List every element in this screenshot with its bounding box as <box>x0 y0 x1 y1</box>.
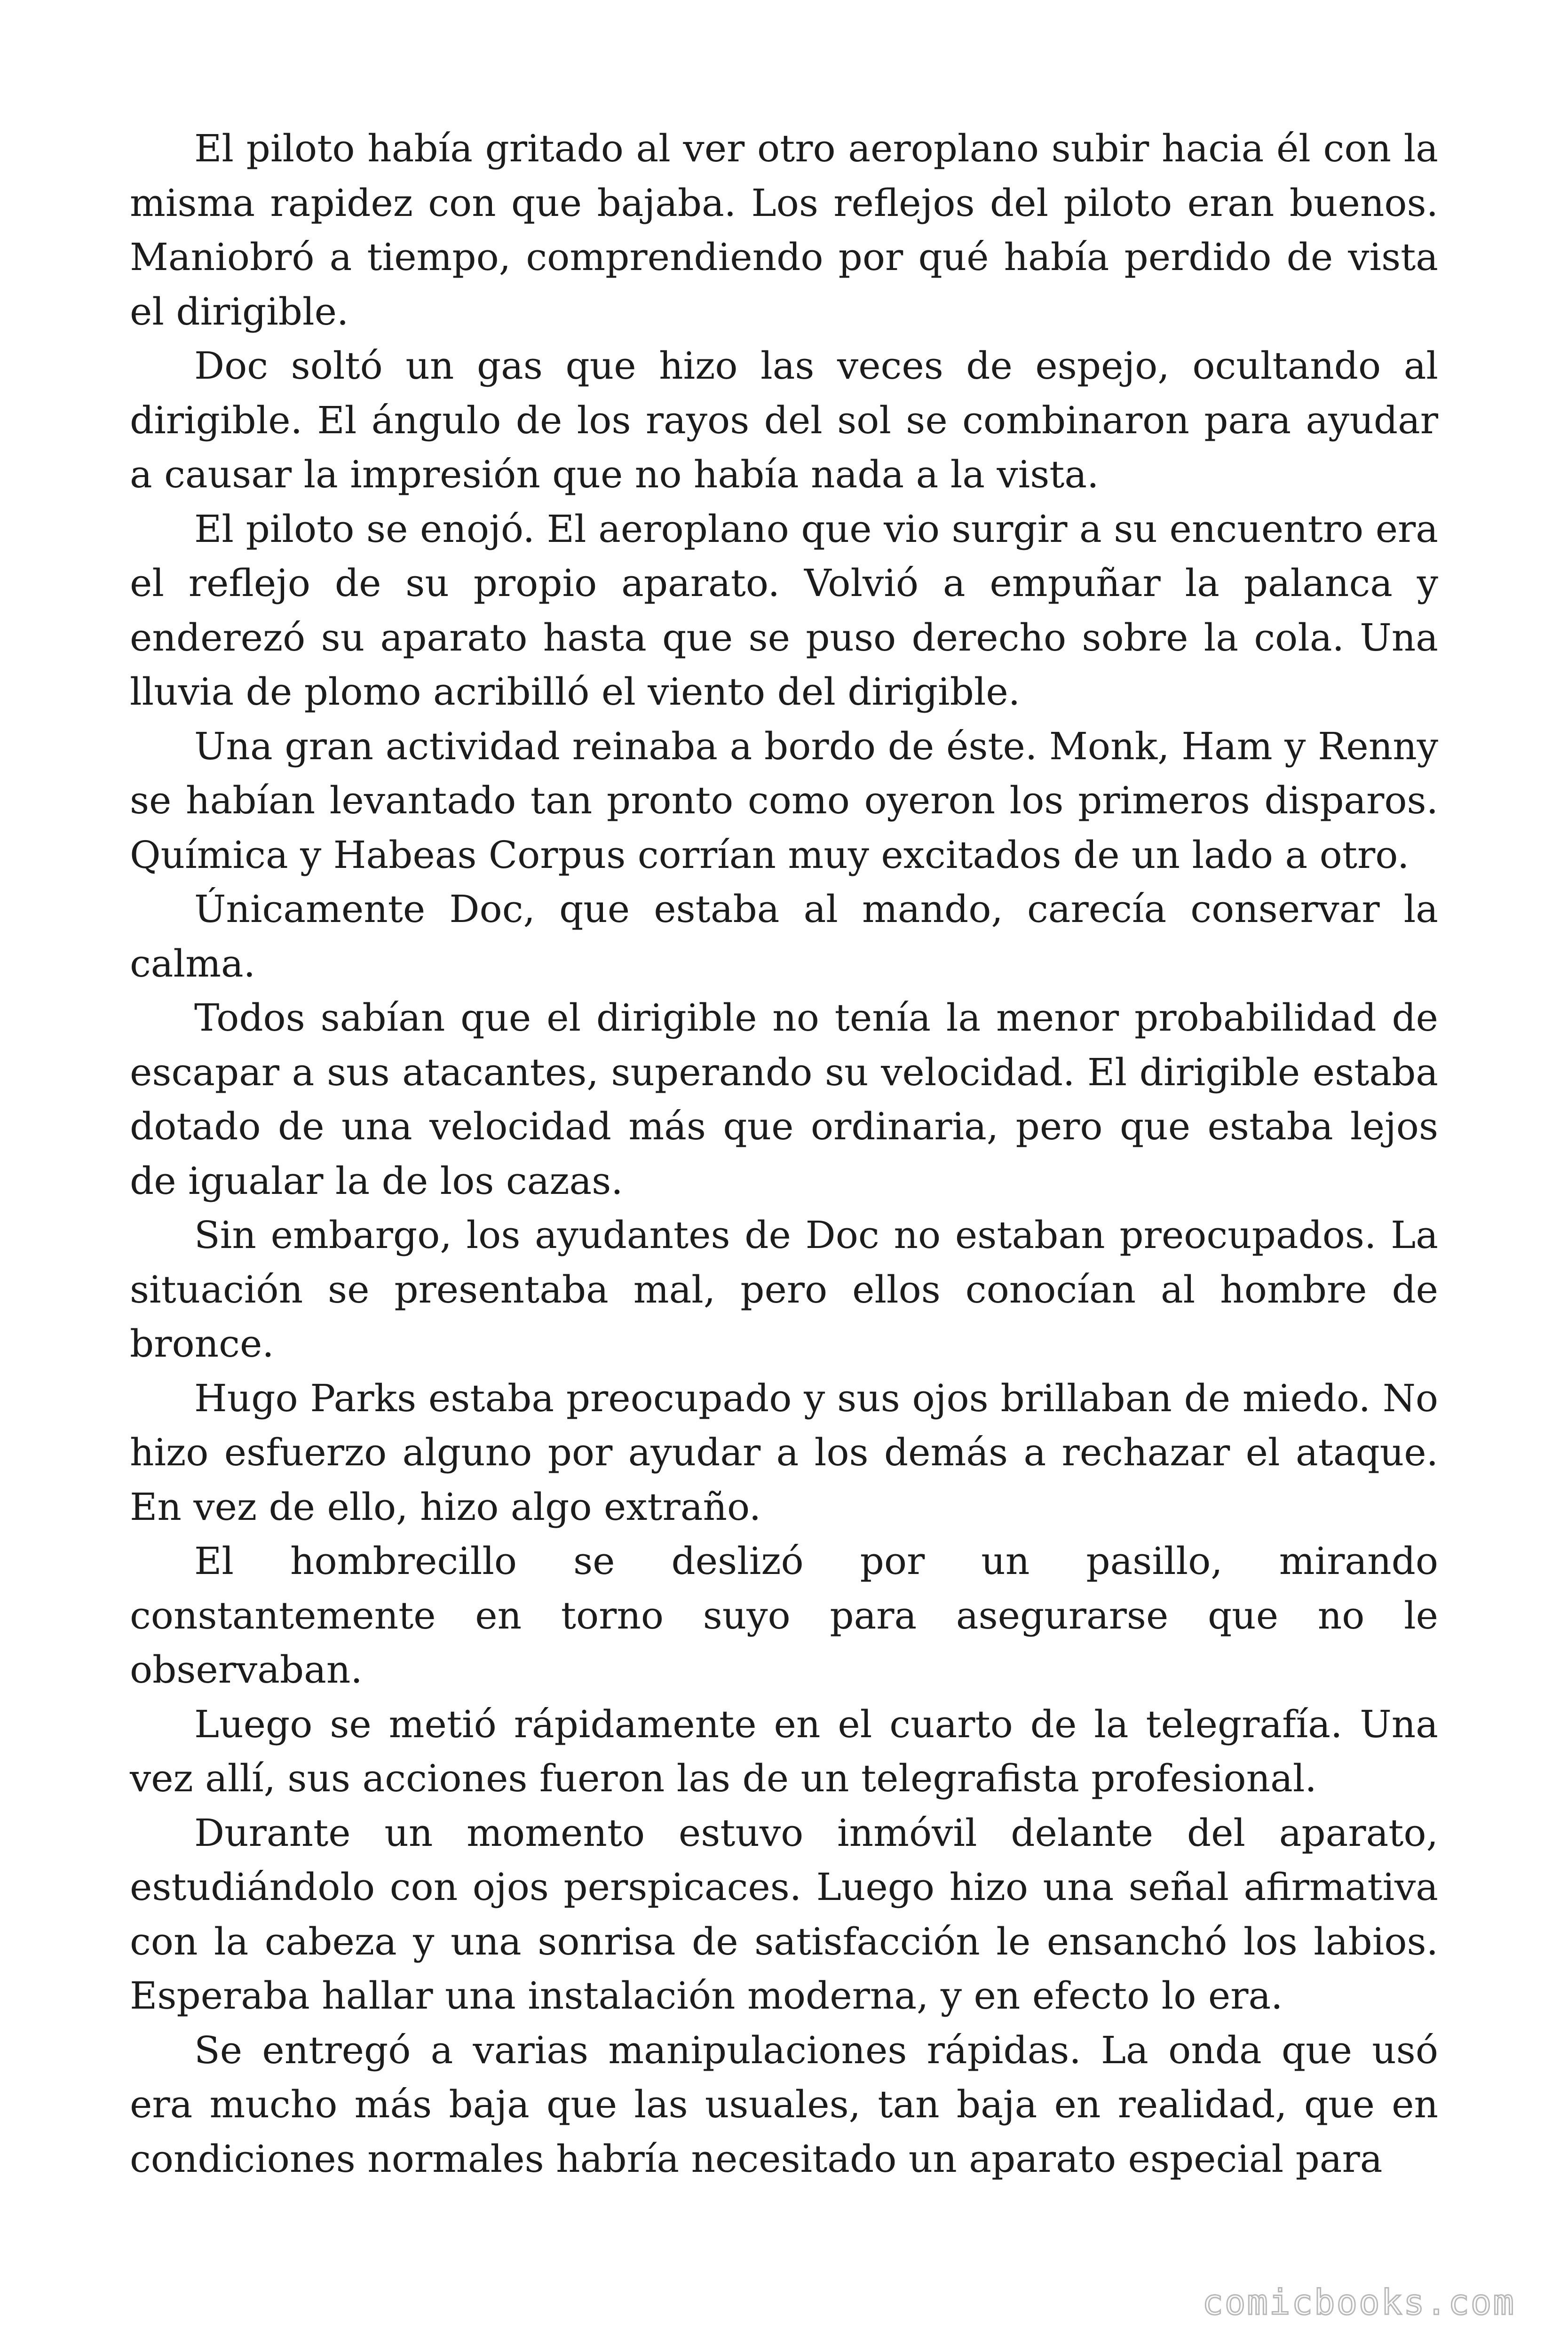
paragraph: Hugo Parks estaba preocupado y sus ojos brillaban de miedo. No hizo esfuerzo alguno por ayudar a los demás a rechazar el ataque. En vez de ello, hizo algo extraño. <box>130 1376 1438 1529</box>
paragraph: Sin embargo, los ayudantes de Doc no estaban preocupados. La situación se presentaba mal, pero ellos conocían al hombre de bronce. <box>130 1213 1438 1366</box>
page-body-text <box>130 121 1438 2186</box>
paragraph: Se entregó a varias manipulaciones rápidas. La onda que usó era mucho más baja que las usuales, tan baja en realidad, que en condiciones normales habría necesitado un aparato especial para <box>130 2028 1438 2181</box>
paragraph: Todos sabían que el dirigible no tenía la menor probabilidad de escapar a sus atacantes, superando su velocidad. El dirigible estaba dotado de una velocidad más que ordinaria, pero que estaba lejos de igualar la de los cazas. <box>130 996 1438 1203</box>
paragraph: El piloto había gritado al ver otro aeroplano subir hacia él con la misma rapidez con que bajaba. Los reflejos del piloto eran buenos. Maniobró a tiempo, comprendiendo por qué había perdido de vista el dirigible. <box>130 127 1438 334</box>
paragraph: Luego se metió rápidamente en el cuarto de la telegrafía. Una vez allí, sus acciones fueron las de un telegrafista profesional. <box>130 1702 1438 1800</box>
paragraph: El piloto se enojó. El aeroplano que vio surgir a su encuentro era el reflejo de su propio aparato. Volvió a empuñar la palanca y enderezó su aparato hasta que se puso derecho sobre la cola. Una lluvia de plomo acribilló el viento del dirigible. <box>130 507 1438 714</box>
paragraph: Durante un momento estuvo inmóvil delante del aparato, estudiándolo con ojos perspicaces. Luego hizo una señal afirmativa con la cabeza y una sonrisa de satisfacción le ensanchó los labios. Esperaba hallar una instalación moderna, y en efecto lo era. <box>130 1811 1438 2018</box>
watermark: comicbooks.com <box>1202 2282 1515 2323</box>
paragraph: Una gran actividad reinaba a bordo de éste. Monk, Ham y Renny se habían levantado tan pronto como oyeron los primeros disparos. Química y Habeas Corpus corrían muy excitados de un lado a otro. <box>130 724 1438 877</box>
paragraph: El hombrecillo se deslizó por un pasillo, mirando constantemente en torno suyo para asegurarse que no le observaban. <box>130 1539 1438 1692</box>
paragraph: Doc soltó un gas que hizo las veces de espejo, ocultando al dirigible. El ángulo de los rayos del sol se combinaron para ayudar a causar la impresión que no había nada a la vista. <box>130 344 1438 496</box>
paragraph: Únicamente Doc, que estaba al mando, carecía conservar la calma. <box>130 887 1438 985</box>
